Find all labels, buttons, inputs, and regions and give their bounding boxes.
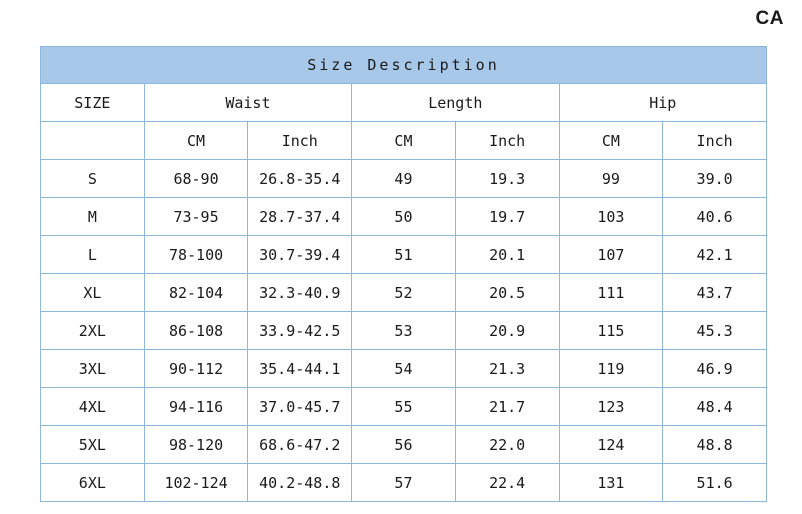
cell-length-cm: 57 — [352, 464, 456, 502]
cell-hip-inch: 48.8 — [663, 426, 767, 464]
cell-length-cm: 52 — [352, 274, 456, 312]
cell-length-inch: 21.7 — [455, 388, 559, 426]
unit-header-blank — [41, 122, 145, 160]
cell-size: 2XL — [41, 312, 145, 350]
cell-waist-cm: 98-120 — [144, 426, 248, 464]
cell-waist-cm: 102-124 — [144, 464, 248, 502]
cell-waist-cm: 73-95 — [144, 198, 248, 236]
column-header-waist: Waist — [144, 84, 351, 122]
cell-length-cm: 53 — [352, 312, 456, 350]
cell-size: 6XL — [41, 464, 145, 502]
cell-length-cm: 55 — [352, 388, 456, 426]
cell-length-inch: 20.9 — [455, 312, 559, 350]
cell-waist-inch: 35.4-44.1 — [248, 350, 352, 388]
unit-header-waist-cm: CM — [144, 122, 248, 160]
cell-waist-inch: 30.7-39.4 — [248, 236, 352, 274]
table-row — [41, 274, 767, 312]
table-row — [41, 312, 767, 350]
table-row — [41, 350, 767, 388]
cell-length-cm: 49 — [352, 160, 456, 198]
cell-length-cm: 54 — [352, 350, 456, 388]
table-row — [41, 198, 767, 236]
unit-header-length-cm: CM — [352, 122, 456, 160]
unit-header-length-inch: Inch — [455, 122, 559, 160]
column-header-length: Length — [352, 84, 559, 122]
cell-length-inch: 22.4 — [455, 464, 559, 502]
cell-waist-inch: 37.0-45.7 — [248, 388, 352, 426]
cell-waist-inch: 32.3-40.9 — [248, 274, 352, 312]
cell-waist-cm: 94-116 — [144, 388, 248, 426]
unit-header-hip-cm: CM — [559, 122, 663, 160]
unit-header-waist-inch: Inch — [248, 122, 352, 160]
cell-hip-inch: 39.0 — [663, 160, 767, 198]
cell-waist-inch: 33.9-42.5 — [248, 312, 352, 350]
cell-length-inch: 20.5 — [455, 274, 559, 312]
cell-size: S — [41, 160, 145, 198]
cell-waist-inch: 40.2-48.8 — [248, 464, 352, 502]
cell-length-cm: 51 — [352, 236, 456, 274]
cell-hip-cm: 123 — [559, 388, 663, 426]
cell-length-inch: 19.3 — [455, 160, 559, 198]
cell-hip-cm: 115 — [559, 312, 663, 350]
table-row — [41, 236, 767, 274]
cell-waist-inch: 26.8-35.4 — [248, 160, 352, 198]
cell-hip-inch: 48.4 — [663, 388, 767, 426]
cell-length-inch: 21.3 — [455, 350, 559, 388]
unit-header-row — [41, 122, 767, 160]
cell-hip-inch: 43.7 — [663, 274, 767, 312]
group-header-row — [41, 84, 767, 122]
unit-header-hip-inch: Inch — [663, 122, 767, 160]
cell-waist-cm: 82-104 — [144, 274, 248, 312]
region-label: CA — [755, 8, 784, 29]
cell-length-inch: 20.1 — [455, 236, 559, 274]
cell-size: 4XL — [41, 388, 145, 426]
cell-size: L — [41, 236, 145, 274]
table-row — [41, 464, 767, 502]
cell-length-inch: 19.7 — [455, 198, 559, 236]
cell-waist-cm: 68-90 — [144, 160, 248, 198]
cell-size: XL — [41, 274, 145, 312]
cell-hip-inch: 42.1 — [663, 236, 767, 274]
cell-size: M — [41, 198, 145, 236]
cell-waist-inch: 28.7-37.4 — [248, 198, 352, 236]
cell-hip-inch: 45.3 — [663, 312, 767, 350]
table-row — [41, 426, 767, 464]
column-header-size: SIZE — [41, 84, 145, 122]
cell-hip-cm: 119 — [559, 350, 663, 388]
table-title-row — [41, 47, 767, 84]
cell-hip-inch: 46.9 — [663, 350, 767, 388]
cell-hip-cm: 131 — [559, 464, 663, 502]
size-table-container — [40, 46, 767, 502]
table-row — [41, 388, 767, 426]
cell-size: 3XL — [41, 350, 145, 388]
cell-waist-inch: 68.6-47.2 — [248, 426, 352, 464]
cell-hip-cm: 111 — [559, 274, 663, 312]
cell-waist-cm: 78-100 — [144, 236, 248, 274]
table-row — [41, 160, 767, 198]
cell-hip-inch: 51.6 — [663, 464, 767, 502]
cell-length-cm: 56 — [352, 426, 456, 464]
cell-waist-cm: 86-108 — [144, 312, 248, 350]
cell-waist-cm: 90-112 — [144, 350, 248, 388]
cell-length-cm: 50 — [352, 198, 456, 236]
cell-hip-cm: 103 — [559, 198, 663, 236]
cell-length-inch: 22.0 — [455, 426, 559, 464]
cell-hip-cm: 124 — [559, 426, 663, 464]
size-description-table — [40, 46, 767, 502]
cell-hip-cm: 99 — [559, 160, 663, 198]
cell-hip-inch: 40.6 — [663, 198, 767, 236]
table-title: Size Description — [41, 47, 767, 84]
column-header-hip: Hip — [559, 84, 766, 122]
cell-hip-cm: 107 — [559, 236, 663, 274]
cell-size: 5XL — [41, 426, 145, 464]
